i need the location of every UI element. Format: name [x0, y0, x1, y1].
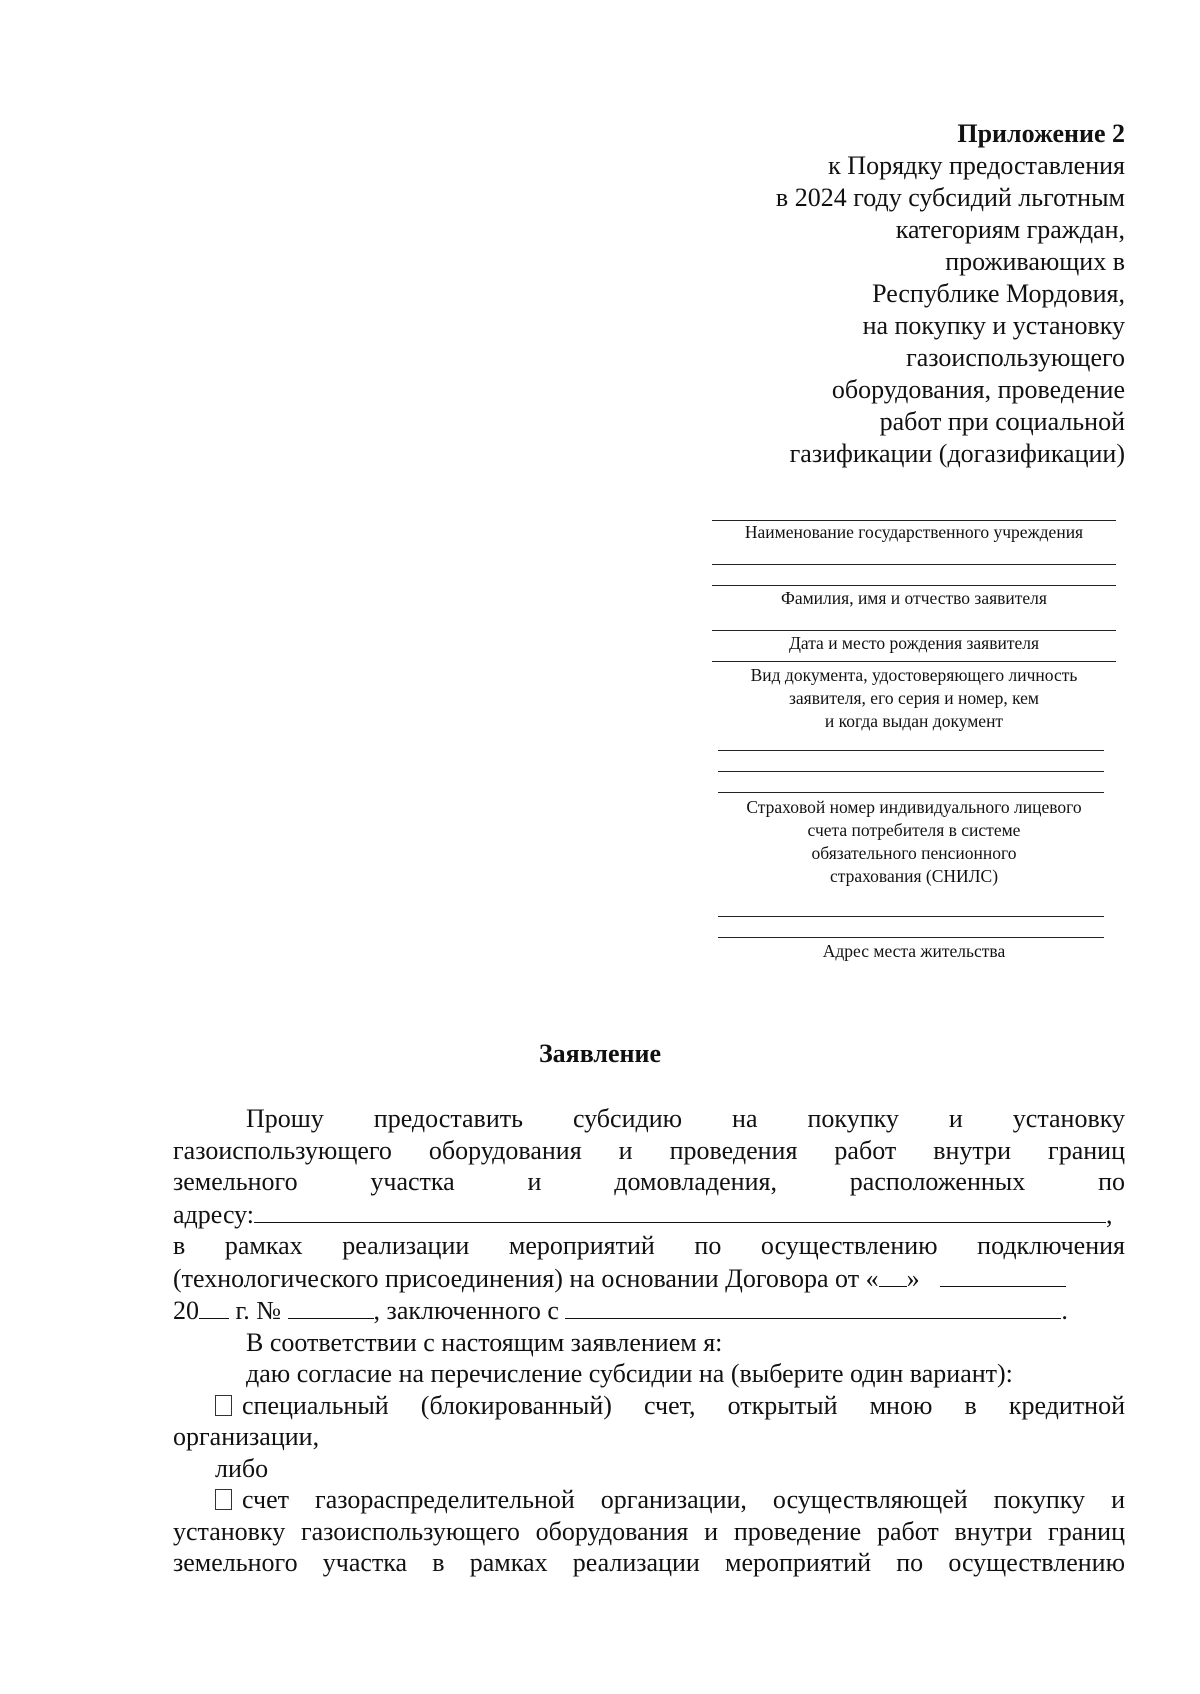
address-caption: Адрес места жительства — [822, 941, 1006, 961]
checkbox-gas-org-account[interactable] — [215, 1489, 232, 1510]
id-document-caption-3: и когда выдан документ — [824, 711, 1004, 731]
body-line: даю согласие на перечисление субсидии на (выберите один вариант): — [246, 1359, 1013, 1388]
applicant-name-line-2[interactable] — [712, 585, 1116, 586]
snils-line-2[interactable] — [718, 771, 1104, 772]
option-special-account: специальный (блокированный) счет, открытый мною в кредитной — [173, 1390, 1125, 1422]
body-line: газоиспользующего оборудования и проведения работ внутри границ — [173, 1135, 1125, 1165]
appendix-line: на покупку и установку — [862, 311, 1125, 340]
body-line: В соответствии с настоящим заявлением я: — [246, 1327, 723, 1357]
address-label: адресу: — [173, 1199, 255, 1229]
appendix-header — [605, 118, 1125, 470]
institution-caption: Наименование государственного учреждения — [744, 522, 1084, 542]
contract-month-blank[interactable] — [940, 1262, 1066, 1287]
body-line: Прошу предоставить субсидию на покупку и установку — [246, 1104, 1125, 1133]
checkbox-special-account[interactable] — [215, 1395, 232, 1416]
snils-line-1[interactable] — [718, 750, 1104, 751]
appendix-line: проживающих в — [945, 247, 1125, 276]
body-line: организации, — [173, 1422, 320, 1451]
appendix-line: к Порядку предоставления — [828, 151, 1125, 180]
snils-caption-2: счета потребителя в системе — [807, 820, 1021, 840]
applicant-fields — [712, 520, 1116, 963]
appendix-line: в 2024 году субсидий льготным — [775, 183, 1125, 212]
snils-line-3[interactable] — [718, 792, 1104, 793]
appendix-line: работ при социальной — [879, 407, 1125, 436]
birth-line[interactable] — [712, 630, 1116, 631]
appendix-line: категориям граждан, — [895, 215, 1125, 244]
body-line: земельного участка в рамках реализации мероприятий по осуществлению — [173, 1548, 1125, 1577]
id-document-caption-2: заявителя, его серия и номер, кем — [789, 688, 1039, 708]
id-document-line[interactable] — [712, 661, 1116, 662]
contract-day-blank[interactable] — [879, 1262, 907, 1287]
snils-caption-4: страхования (СНИЛС) — [829, 866, 999, 886]
contract-year-blank[interactable] — [199, 1294, 229, 1319]
applicant-name-caption: Фамилия, имя и отчество заявителя — [781, 588, 1047, 608]
appendix-line: Республике Мордовия, — [872, 279, 1125, 308]
snils-caption-1: Страховой номер индивидуального лицевого — [746, 797, 1082, 817]
contract-number-blank[interactable] — [288, 1294, 374, 1319]
appendix-line: газоиспользующего — [906, 343, 1125, 372]
birth-caption: Дата и место рождения заявителя — [788, 633, 1040, 653]
contract-row: (технологического присоединения) на основании Договора от « » — [173, 1262, 1125, 1295]
option-gas-org-account: счет газораспределительной организации, осуществляющей покупку и — [173, 1484, 1125, 1516]
appendix-line: оборудования, проведение — [831, 375, 1125, 404]
appendix-title: Приложение 2 — [957, 119, 1125, 148]
body-line: установку газоиспользующего оборудования и проведение работ внутри границ — [173, 1516, 1125, 1546]
document-body — [173, 1103, 1125, 1579]
address-line-2[interactable] — [718, 937, 1104, 938]
address-line-1[interactable] — [718, 916, 1104, 917]
body-line: в рамках реализации мероприятий по осуществлению подключения — [173, 1231, 1125, 1260]
or-text: либо — [215, 1453, 269, 1483]
contractor-blank[interactable] — [565, 1294, 1061, 1319]
address-row: адресу: , — [173, 1199, 1113, 1229]
appendix-line: газификации (догазификации) — [789, 439, 1125, 468]
contract-row-2: 20 г. № , заключенного с . — [173, 1296, 1068, 1325]
snils-caption-3: обязательного пенсионного — [811, 843, 1017, 863]
id-document-caption-1: Вид документа, удостоверяющего личность — [750, 665, 1078, 685]
address-blank[interactable] — [254, 1198, 1106, 1223]
applicant-name-line-1[interactable] — [712, 564, 1116, 565]
body-line: земельного участка и домовладения, расположенных по — [173, 1167, 1125, 1196]
document-title: Заявление — [538, 1039, 662, 1068]
